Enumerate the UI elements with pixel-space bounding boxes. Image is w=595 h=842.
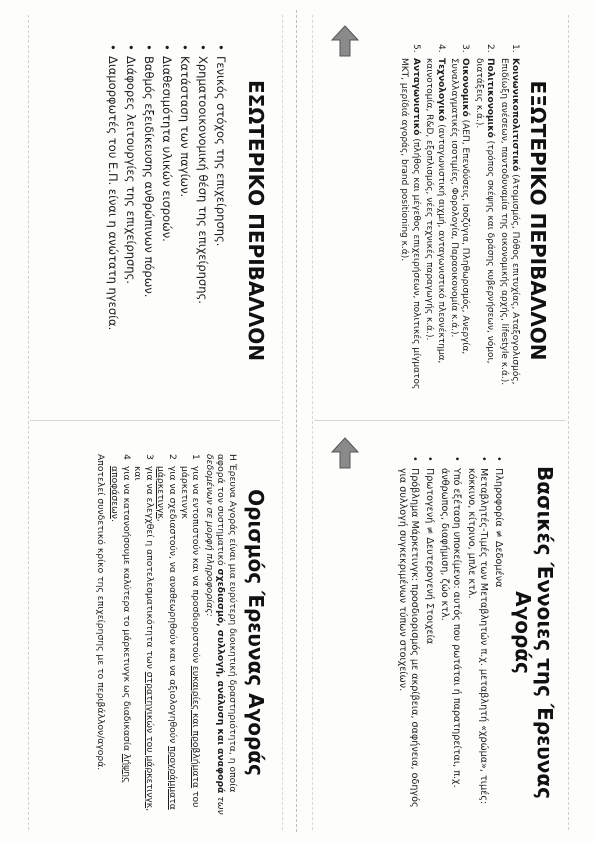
item-heading: Κοινωνικοπολιτιστικό bbox=[510, 58, 520, 172]
slide-title: ΕΣΩΤΕΡΙΚΟ ΠΕΡΙΒΑΛΛΟΝ bbox=[244, 79, 268, 362]
item-text: (ανταγωνιστική αιχμή, ανταγωνιστικό πλεονέκτημα, καινοτομία, R&D, εξοπλισμός, νέες τεχνικές παραγωγής κ.ά.). bbox=[424, 58, 446, 364]
intro-emphasis: σχεδιασμό, συλλογή, ανάλυση και αναφορά bbox=[215, 568, 227, 794]
list-item: • Μεταβλητές-Τιμές των Μεταβλητών π.χ. μεταβλητή «χρώμα», τιμές: κόκκινο, κίτρινο, μπλε κτλ. bbox=[465, 456, 489, 815]
list-item bbox=[132, 454, 155, 815]
item-text: (Ατομισμός, Πόθος επιτυχίας, Αταξογολισμός, Επιδίωξη ανέσεων, παντοδυναμία της οικονομικής αρχής, lifestyle κ.ά.). bbox=[498, 58, 520, 386]
bullet-list bbox=[102, 44, 228, 403]
item-number: 2 bbox=[167, 454, 179, 460]
item-underlined: στρατηγικών του μάρκετινγκ bbox=[143, 671, 155, 809]
numbered-list bbox=[396, 44, 520, 403]
slide-market-research-definition bbox=[33, 440, 278, 825]
item-heading: Πολιτικονομικό bbox=[485, 58, 496, 138]
slide-external-environment bbox=[315, 28, 560, 413]
slide-title: Ορισμός Έρευνας Αγοράς bbox=[244, 489, 268, 776]
list-item: • Κατάσταση των παγίων. bbox=[177, 44, 192, 403]
cut-guide-center-right bbox=[312, 15, 313, 830]
definition-outro: Αποτελεί συνδετικό κρίκο της επιχείρησης με το περιβάλλον/αγορά. bbox=[95, 454, 107, 771]
cut-guide-center-left bbox=[282, 15, 283, 830]
list-item: • Διαθεσιμότητα υλικών εισροών. bbox=[159, 44, 174, 403]
intro-text: Η Έρευνα Αγοράς είναι μια ευρύτερη διοικητική δραστηριότητα, η οποία αφορά τον συστηματικό bbox=[215, 454, 238, 793]
item-underlined: ευκαιρίες και προβλήματα bbox=[190, 665, 202, 789]
item-text: για να σχεδιαστούν, να αναθεωρηθούν και να αξιολογηθούν bbox=[167, 466, 179, 747]
item-text: (ΑΕΠ, Επενδύσεις, Ισοζύγια, Πληθωρισμός, Ανεργία, Συναλλαγματικές ισοτιμίες, Φορολογία, Παραοικονομία κ.ά.). bbox=[448, 58, 471, 355]
list-item: • Πληροφορία ≠ Δεδομένα bbox=[492, 456, 504, 815]
cut-guide-right bbox=[568, 15, 569, 830]
item-tail: , και bbox=[132, 466, 155, 812]
arrow-icon bbox=[328, 436, 362, 470]
list-item bbox=[423, 44, 446, 403]
list-item: • Πρωτογενή ≠ Δευτερογενή Στοιχεία bbox=[423, 456, 435, 815]
item-underlined: λήψης αποφάσεων bbox=[109, 466, 132, 783]
slide-title: ΕΞΩΤΕΡΙΚΟ ΠΕΡΙΒΑΛΛΟΝ bbox=[526, 80, 550, 361]
list-item bbox=[178, 454, 201, 815]
list-item: • Διάφορες λειτουργίες της επιχείρησης. bbox=[123, 44, 138, 403]
item-number: 1. bbox=[510, 44, 520, 53]
item-number: 3. bbox=[460, 44, 471, 53]
item-number: 4. bbox=[435, 44, 446, 53]
item-number: 4 bbox=[120, 454, 132, 460]
item-tail: , bbox=[155, 518, 167, 522]
row-separator-right bbox=[314, 420, 566, 421]
definition-body bbox=[95, 454, 238, 815]
item-number: 2. bbox=[485, 44, 496, 53]
item-heading: Τεχνολογικό bbox=[435, 58, 446, 122]
item-text: για να ελεγχθεί η αποτελεσματικότητα των bbox=[143, 466, 155, 672]
arrow-icon bbox=[328, 24, 362, 58]
item-number: 1 bbox=[190, 454, 202, 460]
item-number: 3 bbox=[143, 454, 155, 460]
list-item: • Γενικός στόχος της επιχείρησης. bbox=[213, 44, 228, 403]
item-tail: του μάρκετινγκ bbox=[178, 466, 202, 808]
item-tail: . bbox=[109, 518, 121, 522]
item-heading: Ανταγωνιστικό bbox=[410, 58, 421, 136]
list-item bbox=[155, 454, 178, 815]
item-number: 5. bbox=[410, 44, 421, 53]
item-text: (πλήθος και μέγεθος επιχειρήσεων, πολιτικές μίγματος ΜΚΤ, μερίδιά αγοράς, brand positioning κ.ά). bbox=[399, 58, 421, 390]
list-item bbox=[108, 454, 131, 815]
item-underlined: προγράμματα μάρκετινγκ bbox=[155, 466, 179, 810]
list-item bbox=[472, 44, 495, 403]
item-text: για να εντοπιστούν και να προσδιοριστούν bbox=[190, 466, 202, 666]
definition-intro bbox=[203, 454, 238, 815]
item-text: (τρόπος σκέψης και δράσης κυβερνήσεων, νόμοι, διατάξεις κ.ά.). bbox=[473, 58, 496, 364]
slide-basic-concepts bbox=[315, 440, 560, 825]
slide-internal-environment bbox=[33, 28, 278, 413]
list-item bbox=[448, 44, 471, 403]
item-text: για να κατανοήσουμε καλύτερα το μάρκετινγκ ως διαδικασία bbox=[120, 466, 132, 754]
fold-line bbox=[296, 10, 297, 832]
item-heading: Οικονομικό bbox=[460, 58, 471, 117]
list-item: • Διαμορφωτές του Ε.Π. είναι η ανώτατη ηγεσία. bbox=[105, 44, 120, 403]
list-item: • Πρόβλημα Μάρκετινγκ: προσδιορισμός με ακρίβεια, σαφήνεια, οδηγός για συλλογή συγκεκριμένων τύπων στοιχείων. bbox=[396, 456, 420, 815]
row-separator-left bbox=[30, 420, 280, 421]
list-item: • Χρηματοοικονομική θέση της επιχείρησης. bbox=[195, 44, 210, 403]
bullet-list bbox=[393, 456, 504, 815]
list-item: • Βαθμός εξειδίκευσης ανθρώπινων πόρων. bbox=[141, 44, 156, 403]
slide-title: Βασικές Έννοιες της Έρευνας Αγοράς bbox=[511, 465, 557, 800]
list-item: • Υπό εξέταση υποκείμενο: αυτός που ρωτάται ή παρατηρείται, π.χ. άνθρωπος, διαφήμιση, ζώο κτλ. bbox=[438, 456, 462, 815]
list-item bbox=[497, 44, 520, 403]
list-item bbox=[398, 44, 421, 403]
cut-guide-left bbox=[28, 15, 29, 830]
intro-tail: των δεδομένων σε μορφή πληροφορίας: bbox=[203, 454, 227, 815]
